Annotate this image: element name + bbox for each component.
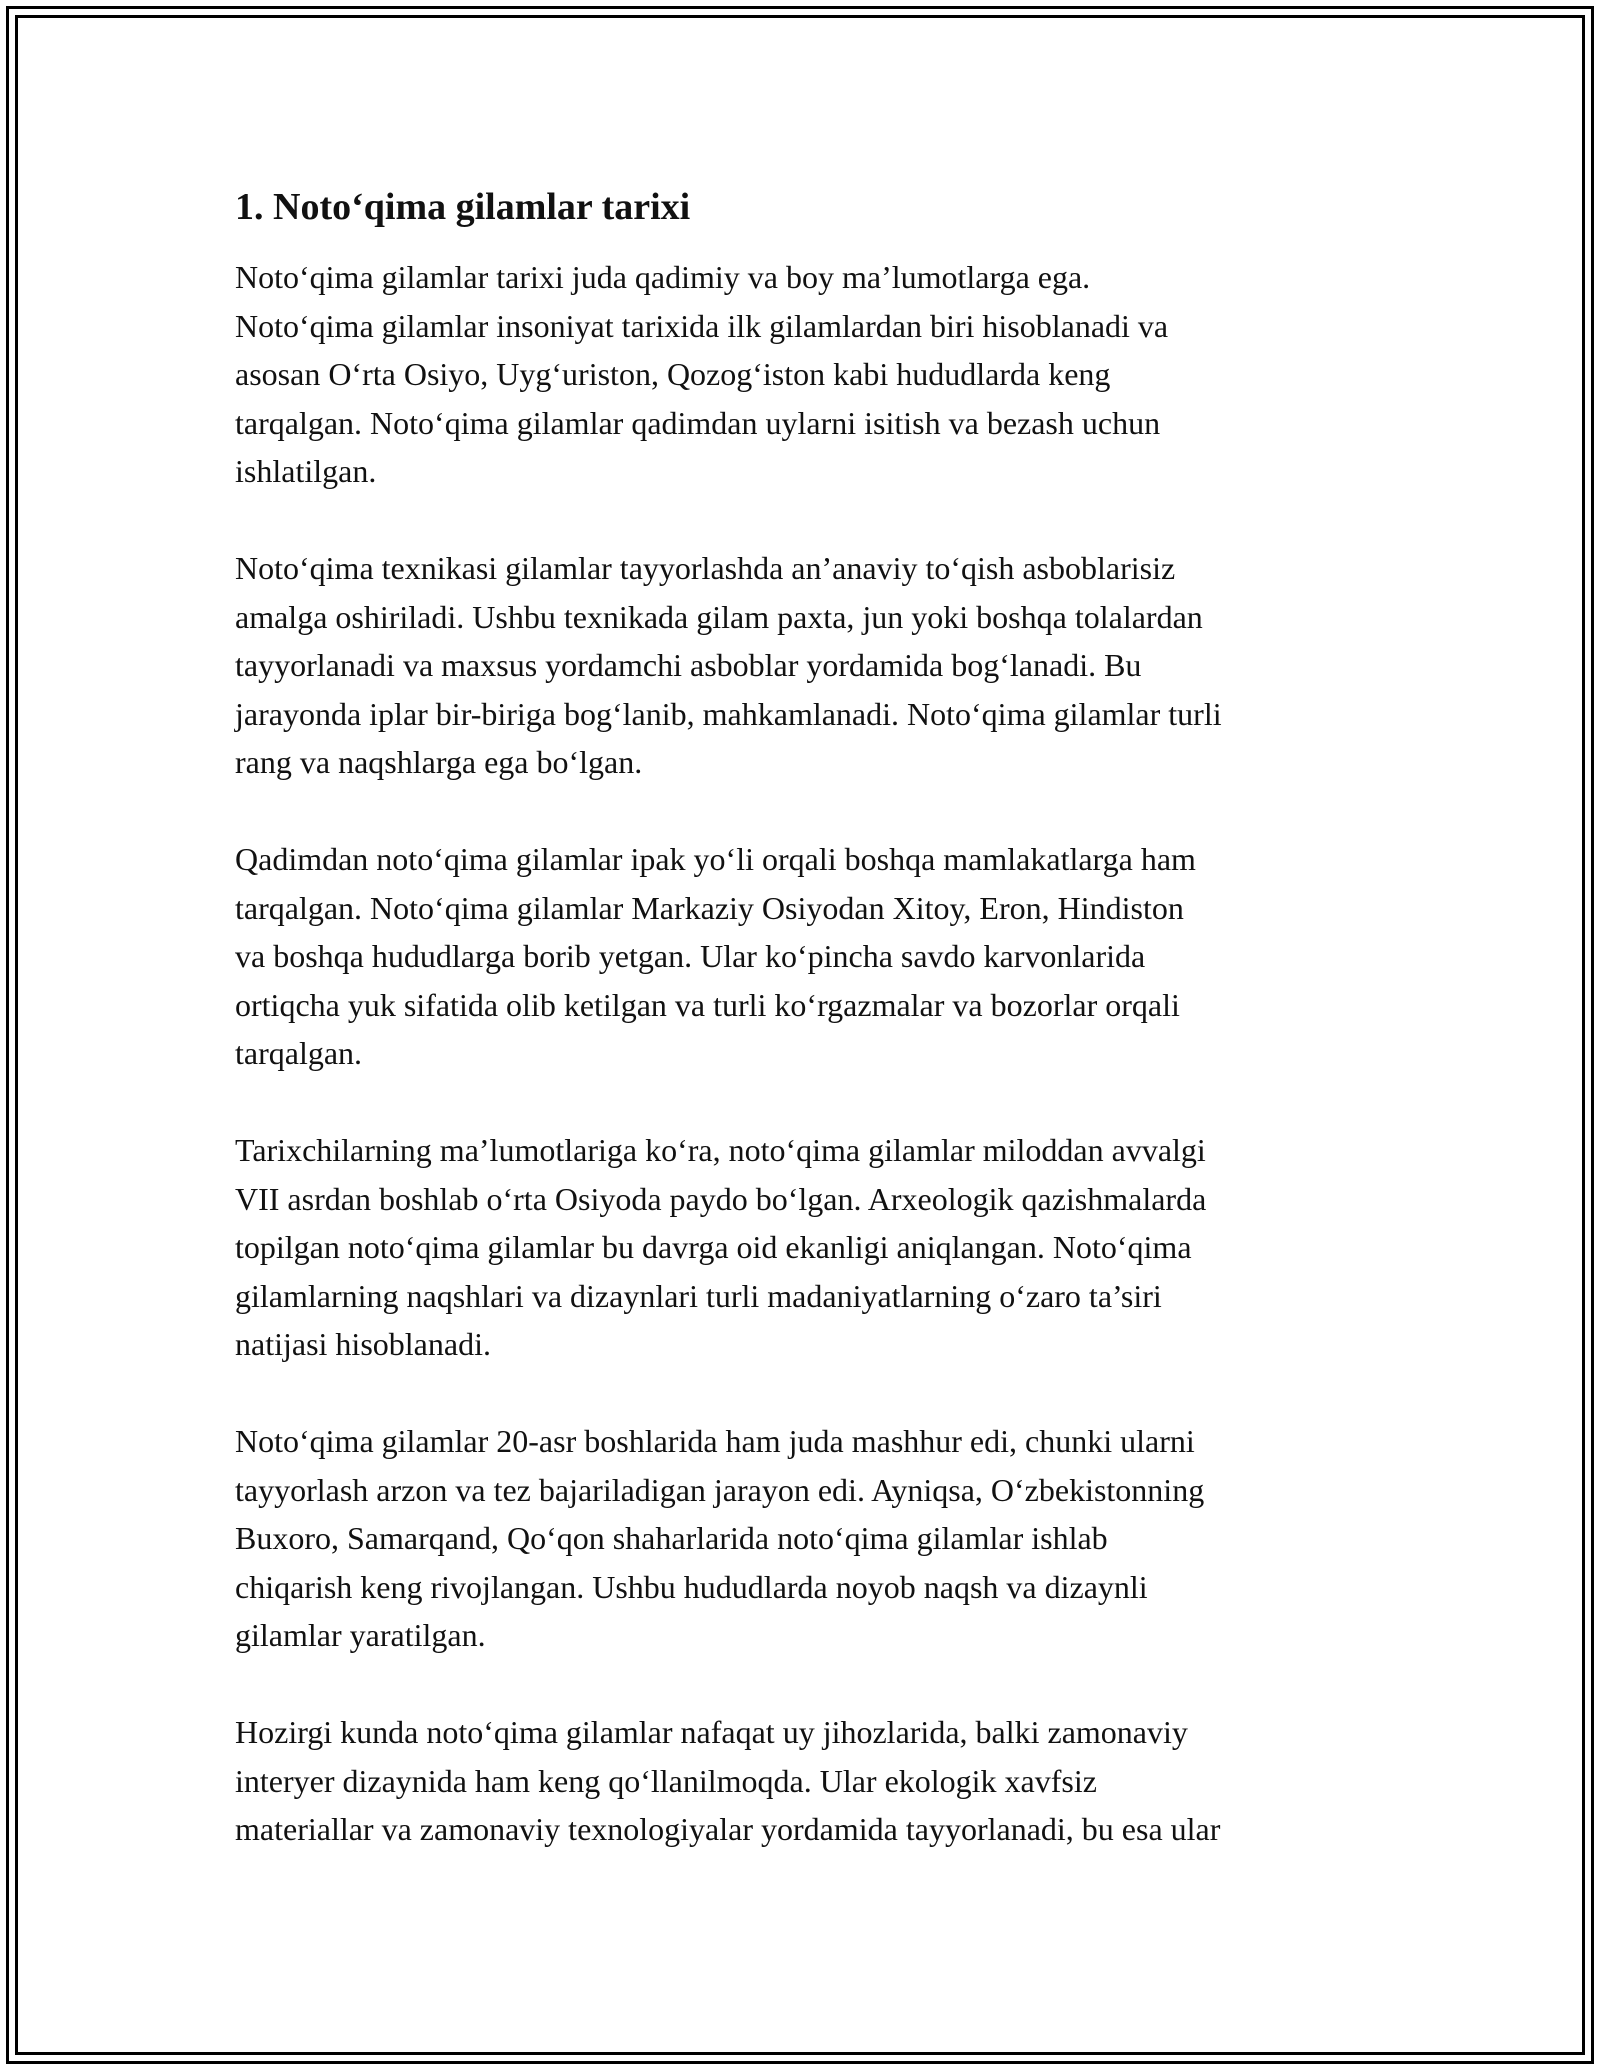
text-line: gilamlar yaratilgan. — [235, 1617, 486, 1653]
text-line: Qadimdan noto‘qima gilamlar ipak yo‘li orqali boshqa mamlakatlarga ham — [235, 841, 1196, 877]
text-line: tayyorlanadi va maxsus yordamchi asboblar yordamida bog‘lanadi. Bu — [235, 647, 1142, 683]
text-line: topilgan noto‘qima gilamlar bu davrga oid ekanligi aniqlangan. Noto‘qima — [235, 1229, 1192, 1265]
text-line: jarayonda iplar bir-biriga bog‘lanib, mahkamlanadi. Noto‘qima gilamlar turli — [235, 695, 1222, 732]
text-line: tarqalgan. Noto‘qima gilamlar Markaziy Osiyodan Xitoy, Eron, Hindiston — [235, 889, 1184, 926]
text-line: natijasi hisoblanadi. — [235, 1326, 491, 1362]
paragraph — [235, 1417, 1385, 1660]
paragraph — [235, 835, 1385, 1078]
text-line: amalga oshiriladi. Ushbu texnikada gilam paxta, jun yoki boshqa tolalardan — [235, 598, 1203, 635]
text-line: materiallar va zamonaviy texnologiyalar yordamida tayyorlanadi, bu esa ular — [235, 1811, 1221, 1847]
paragraph — [235, 1708, 1385, 1854]
paragraph — [235, 1126, 1385, 1369]
text-line: Hozirgi kunda noto‘qima gilamlar nafaqat uy jihozlarida, balki zamonaviy — [235, 1714, 1188, 1750]
text-line: rang va naqshlarga ega bo‘lgan. — [235, 744, 643, 780]
document-body — [235, 183, 1385, 1902]
text-line: asosan O‘rta Osiyo, Uyg‘uriston, Qozog‘iston kabi hududlarda keng — [235, 356, 1111, 392]
text-line: tarqalgan. — [235, 1035, 363, 1071]
text-line: tayyorlash arzon va tez bajariladigan jarayon edi. Ayniqsa, O‘zbekistonning — [235, 1471, 1205, 1508]
text-line: ishlatilgan. — [235, 453, 377, 489]
text-line: Noto‘qima texnikasi gilamlar tayyorlashda an’anaviy to‘qish asboblarisiz — [235, 550, 1176, 586]
text-line: va boshqa hududlarga borib yetgan. Ular ko‘pincha savdo karvonlarida — [235, 938, 1146, 974]
text-line: Noto‘qima gilamlar tarixi juda qadimiy va boy ma’lumotlarga ega. — [235, 259, 1091, 295]
paragraph — [235, 253, 1385, 496]
text-line: VII asrdan boshlab o‘rta Osiyoda paydo bo‘lgan. Arxeologik qazishmalarda — [235, 1180, 1207, 1217]
text-line: gilamlarning naqshlari va dizaynlari turli madaniyatlarning o‘zaro ta’siri — [235, 1277, 1162, 1314]
text-line: ortiqcha yuk sifatida olib ketilgan va turli ko‘rgazmalar va bozorlar orqali — [235, 986, 1180, 1023]
text-line: tarqalgan. Noto‘qima gilamlar qadimdan uylarni isitish va bezash uchun — [235, 404, 1161, 441]
text-line: Noto‘qima gilamlar insoniyat tarixida ilk gilamlardan biri hisoblanadi va — [235, 307, 1169, 344]
text-line: Buxoro, Samarqand, Qo‘qon shaharlarida noto‘qima gilamlar ishlab — [235, 1520, 1108, 1556]
paragraph — [235, 544, 1385, 787]
section-heading: 1. Noto‘qima gilamlar tarixi — [235, 186, 691, 228]
text-line: Noto‘qima gilamlar 20-asr boshlarida ham juda mashhur edi, chunki ularni — [235, 1423, 1195, 1459]
text-line: Tarixchilarning ma’lumotlariga ko‘ra, noto‘qima gilamlar miloddan avvalgi — [235, 1132, 1206, 1168]
text-line: chiqarish keng rivojlangan. Ushbu hududlarda noyob naqsh va dizaynli — [235, 1568, 1148, 1605]
text-line: interyer dizaynida ham keng qo‘llanilmoqda. Ular ekologik xavfsiz — [235, 1762, 1097, 1799]
